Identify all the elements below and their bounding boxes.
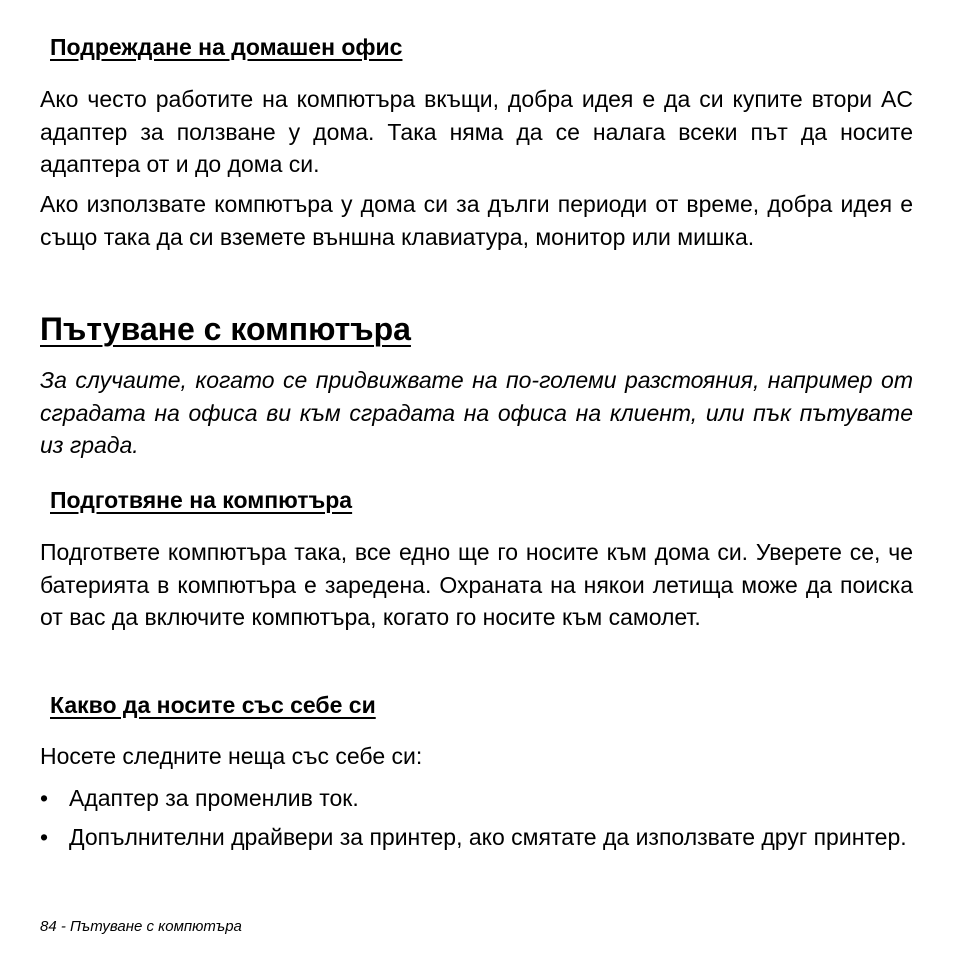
travel-heading: Пътуване с компютъра: [40, 311, 411, 347]
home-office-heading: Подреждане на домашен офис: [50, 34, 403, 60]
what-to-bring-intro: Носете следните неща със себе си:: [40, 743, 423, 769]
travel-intro: За случаите, когато се придвижвате на по-големи разстояния, например от сградата на офиса ви към сградата на офиса на клиент, или пък пътувате из града.: [40, 367, 913, 458]
home-office-paragraph-2: Ако използвате компютъра у дома си за дълги периоди от време, добра идея е също така да си вземете външна клавиатура, монитор или мишка.: [40, 191, 913, 250]
list-item: [40, 782, 913, 815]
bullet-icon: •: [40, 823, 49, 850]
list-item-text: Допълнителни драйвери за принтер, ако смятате да използвате друг принтер.: [69, 823, 907, 850]
bullet-icon: •: [40, 785, 49, 811]
list-item-text: Адаптер за променлив ток.: [69, 785, 359, 811]
what-to-bring-heading: Какво да носите със себе си: [50, 692, 376, 718]
page-footer: 84 - Пътуване с компютъра: [40, 918, 242, 935]
home-office-paragraph-1: Ако често работите на компютъра вкъщи, добра идея е да си купите втори AC адаптер за ползване у дома. Така няма да се налага всеки път да носите адаптера от и до дома си.: [40, 86, 913, 177]
what-to-bring-list: [40, 782, 913, 853]
prepare-heading: Подготвяне на компютъра: [50, 487, 353, 513]
prepare-paragraph: Подгответе компютъра така, все едно ще го носите към дома си. Уверете се, че батерията в компютъра е заредена. Охраната на някои летища може да поиска от вас да включите компютъра, когато го носите към самолет.: [40, 539, 913, 630]
list-item: [40, 821, 913, 854]
